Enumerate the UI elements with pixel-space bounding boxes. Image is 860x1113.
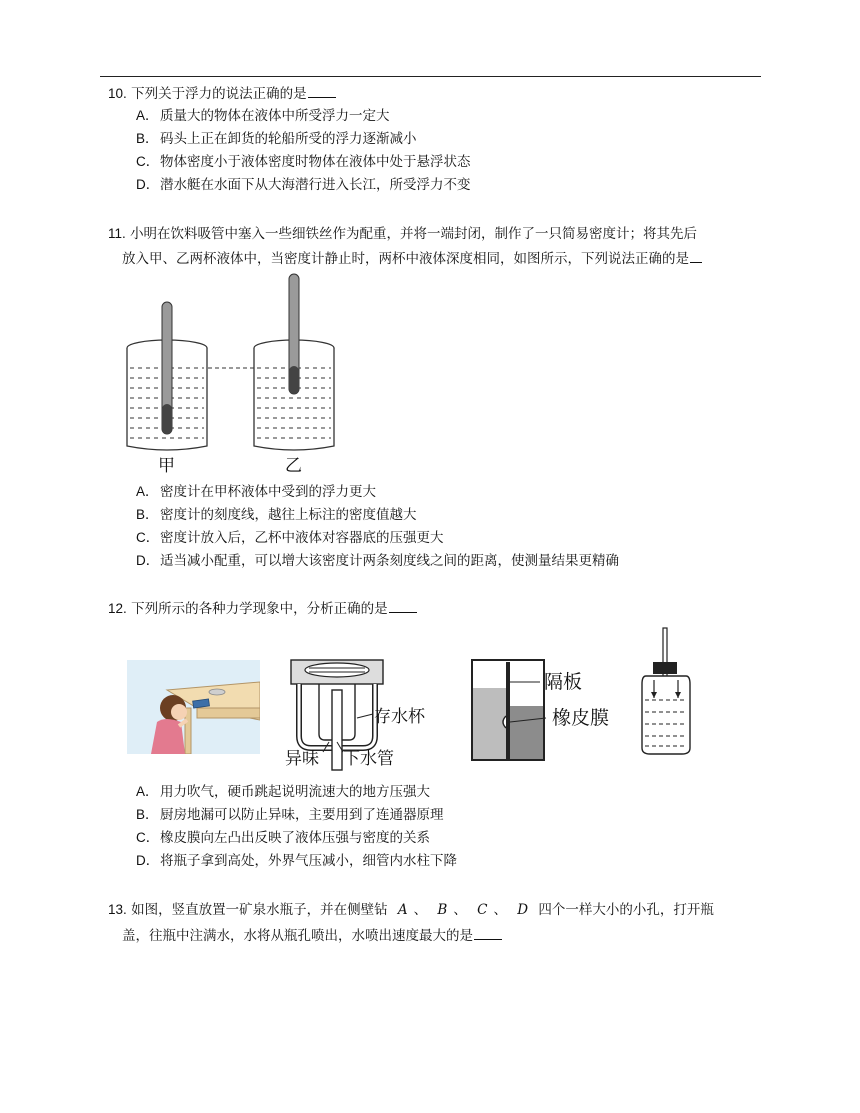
hole-c: C xyxy=(477,902,488,918)
question-number: 10. xyxy=(108,86,127,101)
cup-yi xyxy=(254,274,334,450)
label-odor: 异味 xyxy=(285,749,319,769)
question-10 xyxy=(108,80,763,108)
answer-blank[interactable] xyxy=(690,248,702,263)
label-yi: 乙 xyxy=(285,456,302,476)
question-stem-line2: 盖，往瓶中注满水，水将从瓶孔喷出，水喷出速度最大的是 xyxy=(122,928,473,944)
answer-blank[interactable] xyxy=(389,598,417,613)
floor-drain-figure xyxy=(285,656,445,774)
option-a: A．用力吹气，硬币跳起说明流速大的地方压强大 xyxy=(136,784,430,800)
question-stem: 下列关于浮力的说法正确的是 xyxy=(131,86,307,102)
question-12 xyxy=(108,595,763,623)
question-number: 11. xyxy=(108,226,126,241)
option-c: C．橡皮膜向左凸出反映了液体压强与密度的关系 xyxy=(136,830,430,846)
option-b: B．密度计的刻度线，越往上标注的密度值越大 xyxy=(136,507,417,523)
question-stem-b: 四个一样大小的小孔，打开瓶 xyxy=(538,902,714,918)
option-d: D．将瓶子拿到高处，外界气压减小，细管内水柱下降 xyxy=(136,853,457,869)
option-b: B．厨房地漏可以防止异味，主要用到了连通器原理 xyxy=(136,807,444,823)
label-jia: 甲 xyxy=(158,456,175,476)
question-number: 12. xyxy=(108,601,127,616)
hole-b: B xyxy=(437,902,448,918)
label-cup: 存水杯 xyxy=(374,707,425,727)
option-a: A．密度计在甲杯液体中受到的浮力更大 xyxy=(136,484,376,500)
density-meter-figure xyxy=(120,270,350,476)
question-11 xyxy=(108,220,763,248)
question-13: 13. 如图，竖直放置一矿泉水瓶子，并在侧壁钻 A 、 B 、 C 、 D 四个一样大小的小孔，打开瓶 xyxy=(108,902,714,918)
option-a: A．质量大的物体在液体中所受浮力一定大 xyxy=(136,108,390,124)
question-number: 13. xyxy=(108,902,127,917)
option-b: B．码头上正在卸货的轮船所受的浮力逐渐减小 xyxy=(136,131,417,147)
question-stem-a: 如图，竖直放置一矿泉水瓶子，并在侧壁钻 xyxy=(131,902,388,918)
cup-jia xyxy=(127,302,207,450)
option-d: D．潜水艇在水面下从大海潜行进入长江，所受浮力不变 xyxy=(136,177,471,193)
question-11-line2 xyxy=(122,246,772,273)
question-stem-line1: 小明在饮料吸管中塞入一些细铁丝作为配重，并将一端封闭，制作了一只简易密度计；将其先后 xyxy=(130,226,698,242)
question-stem: 下列所示的各种力学现象中，分析正确的是 xyxy=(131,601,388,617)
hole-a: A xyxy=(397,902,408,918)
label-membrane: 橡皮膜 xyxy=(552,707,610,729)
label-pipe: 下水管 xyxy=(343,749,394,769)
partition-container-figure xyxy=(468,656,628,764)
option-c: C．物体密度小于液体密度时物体在液体中处于悬浮状态 xyxy=(136,154,471,170)
question-stem-line2: 放入甲、乙两杯液体中，当密度计静止时，两杯中液体深度相同，如图所示，下列说法正确的是 xyxy=(122,251,689,267)
hole-d: D xyxy=(517,902,529,918)
option-d: D．适当减小配重，可以增大该密度计两条刻度线之间的距离，使测量结果更精确 xyxy=(136,553,619,569)
answer-blank[interactable] xyxy=(308,83,336,98)
blow-coin-figure xyxy=(127,660,260,754)
top-rule xyxy=(100,76,761,77)
question-13-line2 xyxy=(122,923,777,950)
label-partition: 隔板 xyxy=(544,671,583,693)
answer-blank[interactable] xyxy=(474,925,502,940)
bottle-tube-figure xyxy=(636,626,696,758)
option-c: C．密度计放入后，乙杯中液体对容器底的压强更大 xyxy=(136,530,444,546)
